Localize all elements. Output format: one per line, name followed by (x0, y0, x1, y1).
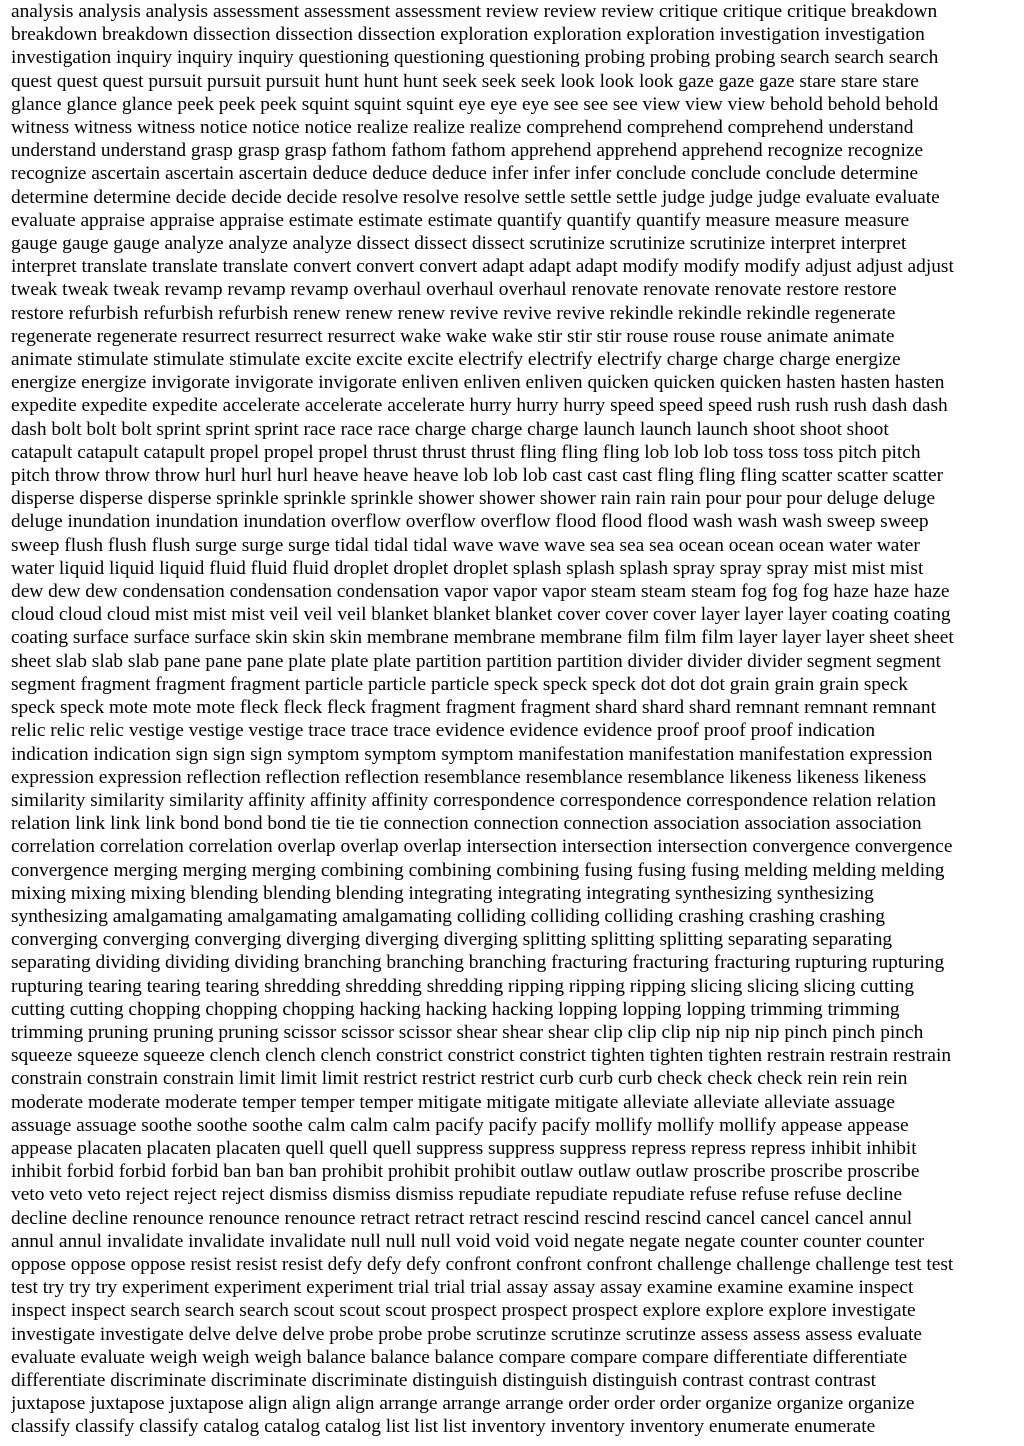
text-line: veto veto veto reject reject reject dismiss dismiss dismiss repudiate repudiate repudiate refuse refuse refuse decline (11, 1184, 903, 1206)
text-line: coating surface surface surface skin skin skin membrane membrane membrane film film film layer layer layer sheet sheet (11, 627, 954, 649)
text-line: tweak tweak tweak revamp revamp revamp overhaul overhaul overhaul renovate renovate renovate restore restore (11, 279, 897, 301)
text-line: interpret translate translate translate convert convert convert adapt adapt adapt modify modify modify adjust adjust adjust (11, 256, 954, 278)
text-line: witness witness witness notice notice notice realize realize realize comprehend comprehend comprehend understand (11, 117, 914, 139)
text-line: relic relic relic vestige vestige vestige trace trace trace evidence evidence evidence proof proof proof indication (11, 720, 876, 742)
text-line: expedite expedite expedite accelerate accelerate accelerate hurry hurry hurry speed speed speed rush rush rush dash dash (11, 395, 948, 417)
text-line: sheet slab slab slab pane pane pane plate plate plate partition partition partition divider divider divider segment segment (11, 650, 941, 672)
text-line: quest quest quest pursuit pursuit pursuit hunt hunt hunt seek seek seek look look look gaze gaze gaze stare stare stare (11, 70, 919, 92)
text-line: dew dew dew condensation condensation condensation vapor vapor vapor steam steam steam fog fog fog haze haze haze (11, 581, 950, 603)
text-line: investigate investigate delve delve delve probe probe probe scrutinze scrutinze scrutinze assess assess assess evaluate (11, 1323, 923, 1345)
text-line: similarity similarity similarity affinity affinity affinity correspondence correspondence correspondence relation relation (11, 789, 937, 811)
text-line: assuage assuage soothe soothe soothe calm calm calm pacify pacify pacify mollify mollify mollify appease appease (11, 1114, 909, 1136)
text-line: deluge inundation inundation inundation overflow overflow overflow flood flood flood wash wash wash sweep sweep (11, 511, 929, 533)
text-line: dash bolt bolt bolt sprint sprint sprint race race race charge charge charge launch launch launch shoot shoot shoot (11, 418, 889, 440)
text-line: classify classify classify catalog catalog catalog list list list inventory inventory inventory enumerate enumerate (11, 1416, 876, 1438)
text-line: differentiate discriminate discriminate discriminate distinguish distinguish distinguish contrast contrast contrast (11, 1369, 877, 1391)
text-line: water liquid liquid liquid fluid fluid fluid droplet droplet droplet splash splash splash spray spray spray mist mist mist (11, 557, 924, 579)
text-line: convergence merging merging merging combining combining combining fusing fusing fusing melding melding melding (11, 859, 945, 881)
text-line: evaluate evaluate weigh weigh weigh balance balance balance compare compare compare differentiate differentiate (11, 1346, 908, 1368)
text-line: evaluate appraise appraise appraise estimate estimate estimate quantify quantify quantify measure measure measure (11, 209, 910, 231)
text-line: moderate moderate moderate temper temper temper mitigate mitigate mitigate alleviate alleviate alleviate assuage (11, 1091, 896, 1113)
text-line: constrain constrain constrain limit limit limit restrict restrict restrict curb curb curb check check check rein rein rein (11, 1068, 908, 1090)
text-line: recognize ascertain ascertain ascertain deduce deduce deduce infer infer infer conclude conclude conclude determine (11, 163, 919, 185)
text-line: glance glance glance peek peek peek squint squint squint eye eye eye see see see view view view behold behold behold (11, 93, 939, 115)
text-line: separating dividing dividing dividing branching branching branching fracturing fracturing fracturing rupturing rupturing (11, 952, 945, 974)
text-line: annul annul invalidate invalidate invalidate null null null void void void negate negate negate counter counter counter (11, 1230, 925, 1252)
text-line: cloud cloud cloud mist mist mist veil veil veil blanket blanket blanket cover cover cover layer layer layer coating coating (11, 604, 951, 626)
text-line: appease placaten placaten placaten quell quell quell suppress suppress suppress repress repress repress inhibit inhibit (11, 1137, 917, 1159)
text-line: mixing mixing mixing blending blending blending integrating integrating integrating synthesizing synthesizing (11, 882, 874, 904)
text-line: inhibit forbid forbid forbid ban ban ban prohibit prohibit prohibit outlaw outlaw outlaw proscribe proscribe proscribe (11, 1161, 920, 1183)
text-line: speck speck mote mote mote fleck fleck fleck fragment fragment fragment shard shard shard remnant remnant remnant (11, 697, 936, 719)
text-line: rupturing tearing tearing tearing shredding shredding shredding ripping ripping ripping slicing slicing slicing cutting (11, 975, 915, 997)
text-line: regenerate regenerate resurrect resurrect resurrect wake wake wake stir stir stir rouse rouse rouse animate animate (11, 325, 895, 347)
text-line: determine determine decide decide decide resolve resolve resolve settle settle settle judge judge judge evaluate evaluate (11, 186, 940, 208)
text-line: sweep flush flush flush surge surge surge tidal tidal tidal wave wave wave sea sea sea ocean ocean ocean water water (11, 534, 920, 556)
text-line: squeeze squeeze squeeze clench clench clench constrict constrict constrict tighten tighten tighten restrain restrain restrain (11, 1045, 952, 1067)
text-line: inspect inspect search search search scout scout scout prospect prospect prospect explore explore explore investigate (11, 1300, 916, 1322)
text-line: gauge gauge gauge analyze analyze analyze dissect dissect dissect scrutinize scrutinize scrutinize interpret interpret (11, 233, 907, 255)
text-line: pitch throw throw throw hurl hurl hurl heave heave heave lob lob lob cast cast cast fling fling fling scatter scatter scatter (11, 465, 944, 487)
text-line: investigation inquiry inquiry inquiry questioning questioning questioning probing probing probing search search search (11, 47, 939, 69)
text-line: breakdown breakdown dissection dissection dissection exploration exploration exploration investigation investigation (11, 24, 925, 46)
text-line: understand understand grasp grasp grasp fathom fathom fathom apprehend apprehend apprehend recognize recognize (11, 140, 924, 162)
text-line: relation link link link bond bond bond tie tie tie connection connection connection association association association (11, 813, 922, 835)
text-line: disperse disperse disperse sprinkle sprinkle sprinkle shower shower shower rain rain rain pour pour pour deluge deluge (11, 488, 936, 510)
text-line: trimming pruning pruning pruning scissor scissor scissor shear shear shear clip clip clip nip nip nip pinch pinch pinch (11, 1021, 924, 1043)
text-line: test try try try experiment experiment experiment trial trial trial assay assay assay examine examine examine inspect (11, 1277, 914, 1299)
text-line: correlation correlation correlation overlap overlap overlap intersection intersection intersection convergence convergence (11, 836, 953, 858)
text-line: restore refurbish refurbish refurbish renew renew renew revive revive revive rekindle rekindle rekindle regenerate (11, 302, 896, 324)
text-line: cutting cutting chopping chopping chopping hacking hacking hacking lopping lopping lopping trimming trimming (11, 998, 900, 1020)
text-line: indication indication sign sign sign symptom symptom symptom manifestation manifestation manifestation expression (11, 743, 933, 765)
text-line: segment fragment fragment fragment particle particle particle speck speck speck dot dot dot grain grain grain speck (11, 673, 909, 695)
text-line: oppose oppose oppose resist resist resist defy defy defy confront confront confront challenge challenge challenge test test (11, 1253, 954, 1275)
text-line: decline decline renounce renounce renounce retract retract retract rescind rescind rescind cancel cancel cancel annul (11, 1207, 913, 1229)
text-line: analysis analysis analysis assessment assessment assessment review review review critique critique critique breakdown (11, 1, 938, 22)
text-line: expression expression reflection reflection reflection resemblance resemblance resemblance likeness likeness likeness (11, 766, 927, 788)
text-line: animate stimulate stimulate stimulate excite excite excite electrify electrify electrify charge charge charge energize (11, 349, 901, 371)
text-line: energize energize invigorate invigorate invigorate enliven enliven enliven quicken quicken quicken hasten hasten hasten (11, 372, 945, 394)
text-line: catapult catapult catapult propel propel propel thrust thrust thrust fling fling fling lob lob lob toss toss toss pitch pitch (11, 441, 921, 463)
text-line: converging converging converging diverging diverging diverging splitting splitting splitting separating separating (11, 929, 893, 951)
text-line: juxtapose juxtapose juxtapose align align align arrange arrange arrange order order order organize organize organize (11, 1393, 915, 1415)
text-line: synthesizing amalgamating amalgamating amalgamating colliding colliding colliding crashing crashing crashing (11, 905, 885, 927)
